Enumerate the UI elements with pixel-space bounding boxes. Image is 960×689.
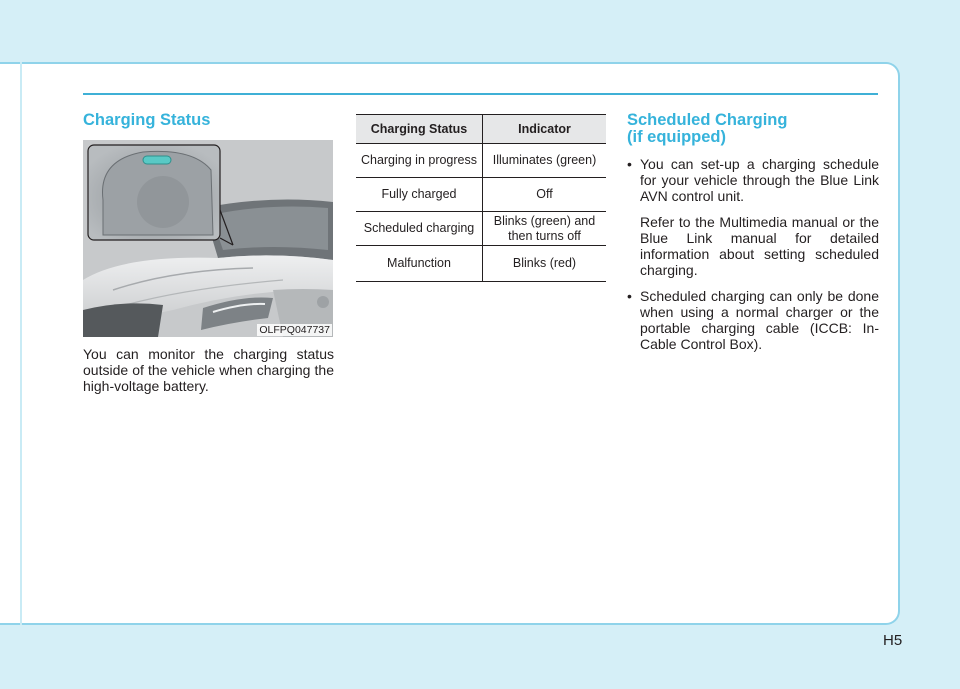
status-cell: Charging in progress bbox=[356, 144, 483, 178]
list-item bbox=[627, 288, 879, 352]
charging-status-description: You can monitor the charging status outside of the vehicle when charging the high-voltage battery. bbox=[83, 346, 334, 394]
charging-status-title: Charging Status bbox=[83, 111, 211, 129]
scheduled-charging-title-line2: (if equipped) bbox=[627, 128, 726, 146]
header-rule bbox=[83, 93, 878, 95]
indicator-cell: Blinks (green) and then turns off bbox=[483, 212, 607, 246]
figure-code: OLFPQ047737 bbox=[259, 324, 330, 336]
table-row bbox=[356, 178, 606, 212]
margin-rule bbox=[20, 62, 22, 625]
status-cell: Fully charged bbox=[356, 178, 483, 212]
indicator-cell: Blinks (red) bbox=[483, 246, 607, 282]
table-row bbox=[356, 212, 606, 246]
list-item bbox=[627, 156, 879, 278]
status-cell: Scheduled charging bbox=[356, 212, 483, 246]
bullet-text-charger: Scheduled charging can only be done when using a normal charger or the portable charging cable (ICCB: In-Cable Control Box). bbox=[640, 288, 879, 352]
scheduled-charging-title bbox=[627, 112, 787, 146]
scheduled-charging-title-line1: Scheduled Charging bbox=[627, 111, 788, 129]
indicator-cell: Illuminates (green) bbox=[483, 144, 607, 178]
table-header-row bbox=[356, 115, 606, 144]
status-cell: Malfunction bbox=[356, 246, 483, 282]
indicator-cell: Off bbox=[483, 178, 607, 212]
bullet-note-refer-manual: Refer to the Multimedia manual or the Blue Link manual for detailed information about setting scheduled charging. bbox=[640, 214, 879, 278]
scheduled-charging-list bbox=[627, 156, 879, 352]
vehicle-charging-indicator-illustration bbox=[83, 140, 333, 337]
charging-status-table bbox=[356, 114, 606, 282]
page-number: H5 bbox=[883, 632, 903, 649]
column-header-charging-status: Charging Status bbox=[356, 115, 483, 144]
column-header-indicator: Indicator bbox=[483, 115, 607, 144]
charging-indicator-lamp bbox=[143, 156, 171, 164]
car-front-drawing bbox=[83, 140, 333, 337]
bullet-text-setup: You can set-up a charging schedule for your vehicle through the Blue Link AVN control unit. bbox=[640, 156, 879, 204]
table-row bbox=[356, 246, 606, 282]
table-row bbox=[356, 144, 606, 178]
